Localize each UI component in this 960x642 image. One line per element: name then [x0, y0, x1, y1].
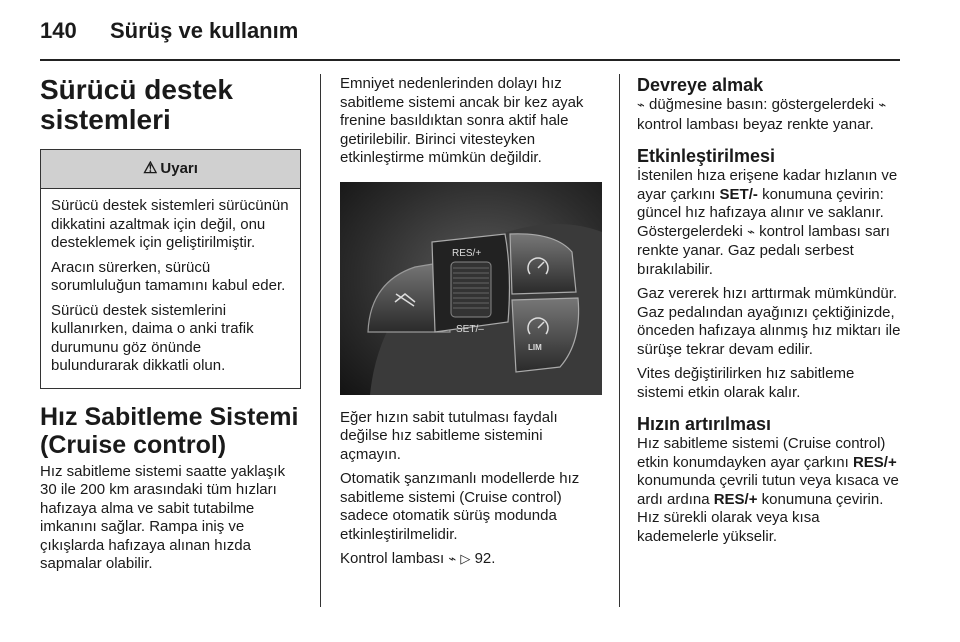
set-control-label: SET/-	[719, 185, 758, 203]
gear-change-paragraph: Vites değiştirilirken hız sabitleme sistemi etkin olarak kalır.	[637, 365, 855, 401]
automatic-paragraph: Otomatik şanzımanlı modellerde hız sabitleme sistemi (Cruise control) sadece otomatik sürüş modunda etkinleştirilmelidir.	[340, 470, 580, 543]
res-label: RES/+	[452, 247, 482, 259]
warning-header	[41, 150, 300, 189]
column-divider-1	[320, 74, 321, 607]
column-1	[40, 75, 305, 580]
column-2	[340, 75, 602, 576]
header-rule	[40, 59, 900, 61]
column-3	[637, 75, 902, 552]
res-control-label: RES/+	[713, 490, 758, 508]
increase-paragraph: Hız sabitleme sistemi (Cruise control) etkin konumdayken ayar çarkını RES/+ konumunda çevrili tutun veya kısaca ve ardı ardına RES/+ konumuna çevirin. Hız sürekli olarak veya kısa kademelerle yükselir.	[637, 435, 899, 545]
page-header	[40, 18, 298, 44]
warning-body	[41, 189, 300, 388]
page-reference-link[interactable]: 92.	[474, 550, 496, 567]
cruise-control-icon: ⌁	[637, 98, 645, 113]
column-divider-2	[619, 74, 620, 607]
section-title: Sürüş ve kullanım	[110, 18, 299, 43]
increase-heading: Hızın artırılması	[637, 414, 772, 434]
accelerate-paragraph: Gaz vererek hızı arttırmak mümkündür. Gaz pedalından ayağınızı çektiğinizde, önceden hafızaya alınmış hız miktarı ile sürüşe tekrar devam edilir.	[637, 285, 901, 358]
warning-paragraph: Aracın sürerken, sürücü sorumluluğun tamamını kabul eder.	[51, 258, 286, 294]
engage-heading: Devreye almak	[637, 75, 764, 95]
cruise-control-icon: ⌁	[448, 552, 457, 567]
warning-paragraph: Sürücü destek sistemlerini kullanırken, daima o anki trafik durumunu göz önünde bulundurarak dikkatli olun.	[51, 301, 254, 374]
page-number: 140	[40, 18, 77, 43]
chapter-title: Sürücü destek sistemleri	[40, 74, 233, 135]
usage-paragraph: Eğer hızın sabit tutulması faydalı değilse hız sabitleme sistemini açmayın.	[340, 408, 558, 463]
reference-arrow-icon: ▷	[460, 552, 471, 567]
warning-triangle-icon: ⚠	[143, 160, 158, 177]
activate-heading: Etkinleştirilmesi	[637, 146, 776, 166]
lim-label: LIM	[528, 342, 542, 352]
steering-wheel-controls-illustration	[340, 182, 602, 395]
cruise-control-intro: Hız sabitleme sistemi saatte yaklaşık 30 ile 200 km arasındaki tüm hızları hafızaya alma ve sabit tutabilme imkanını sağlar. Rampa iniş ve çıkışlarda hafızaya alınan hızda sapmalar olabilir.	[40, 462, 286, 572]
safety-paragraph: Emniyet nedenlerinden dolayı hız sabitleme sistemi ancak bir kez ayak frenine basıldıktan sonra aktif hale getirilebilir. Birinci vitesteyken etkinleştirme mümkün değildir.	[340, 75, 584, 166]
res-control-label: RES/+	[852, 453, 897, 471]
set-label: SET/–	[456, 323, 484, 335]
cruise-control-heading: Hız Sabitleme Sistemi (Cruise control)	[40, 402, 299, 459]
thumb-wheel	[451, 262, 491, 317]
engage-paragraph: ⌁ düğmesine basın: göstergelerdeki ⌁ kontrol lambası beyaz renkte yanar.	[637, 96, 887, 133]
cruise-control-icon: ⌁	[747, 224, 755, 240]
steering-wheel-controls-photo	[340, 182, 602, 395]
warning-paragraph: Sürücü destek sistemleri sürücünün dikkatini azaltmak için değil, onu desteklemek için geliştirilmiştir.	[51, 197, 289, 251]
activate-paragraph: İstenilen hıza erişene kadar hızlanın ve ayar çarkını SET/- konumuna çevirin: güncel hız hafızaya alınır ve saklanır. Göstergelerdeki ⌁ kontrol lambası sarı renkte yanar. Gaz pedalı serbest bırakılabilir.	[637, 167, 898, 278]
warning-box	[40, 149, 301, 389]
cruise-control-icon: ⌁	[878, 98, 887, 113]
indicator-reference: Kontrol lambası ⌁ ▷ 92.	[340, 550, 496, 567]
warning-label: Uyarı	[160, 160, 198, 177]
